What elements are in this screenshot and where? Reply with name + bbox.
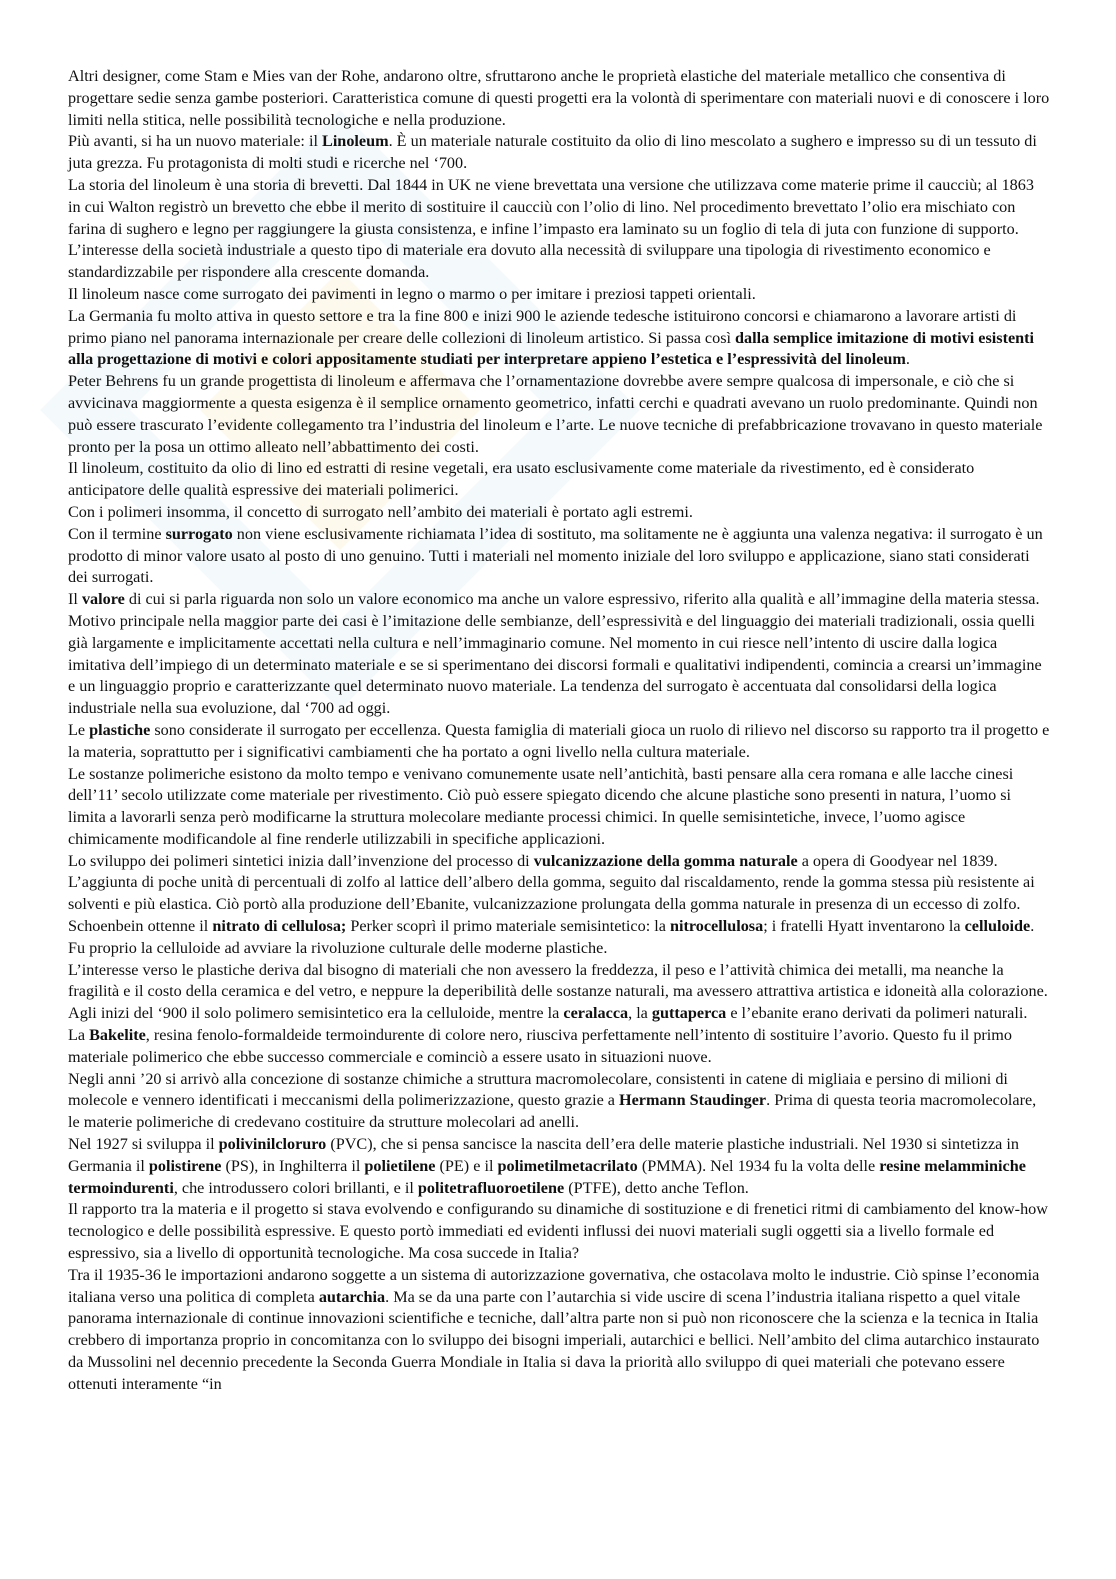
paragraph [68, 306, 1050, 371]
text-run: Il [68, 590, 82, 609]
paragraph [68, 1069, 1050, 1134]
text-run: La storia del linoleum è una storia di brevetti. Dal 1844 in UK ne viene brevettata una versione che utilizzava come materie prime il caucciù; al 1863 in cui Walton registrò un brevetto che ebbe il merito di sostituire il caucciù con l’olio di lino. Nel procedimento brevettato l’olio era mischiato con farina di sughero e legno per raggiungere la giusta consistenza, e infine l’impasto era laminato su un foglio di tela di juta con funzione di supporto. L’interesse della società industriale a questo tipo di materiale era dovuto alla necessità di sviluppare una tipologia di rivestimento economico e standardizzabile per rispondere alla crescente domanda. [68, 175, 1034, 282]
text-run: . Prima di questa teoria macromolecolare, le materie polimeriche di credevano costituire da strutture molecolari ad anelli. [68, 1091, 1037, 1132]
paragraph [68, 66, 1050, 131]
bold-term: dalla semplice imitazione di motivi esistenti alla progettazione di motivi e colori appositamente studiati per interpretare appieno l’estetica e l’espressività del linoleum [68, 328, 1035, 369]
text-run: non viene esclusivamente richiamata l’idea di sostituto, ma solitamente ne è aggiunta una valenza negativa: il surrogato è un prodotto di minor valore usato al posto di uno genuino. Tutti i materiali nel momento iniziale del loro sviluppo e applicazione, siano stati considerati dei surrogati. [68, 524, 1043, 587]
text-run: Altri designer, come Stam e Mies van der Rohe, andarono oltre, sfruttarono anche le proprietà elastiche del materiale metallico che consentiva di progettare sedie senza gambe posteriori. Caratteristica comune di questi progetti era la volontà di sperimentare con materiali nuovi e di conoscere i loro limiti nella stitica, nelle possibilità tecnologiche e nella produzione. [68, 67, 1050, 129]
bold-term: polimetilmetacrilato [497, 1156, 638, 1175]
paragraph [68, 284, 1050, 306]
text-run: . Ma se da una parte con l’autarchia si vide uscire di scena l’industria italiana rispetto a quel vitale panorama internazionale di continue innovazioni scientifiche e tecniche, dall’altra parte non si può non riconoscere che la scienza e la tecnica in Italia crebbero di importanza proprio in concomitanza con lo sviluppo dei bisogni imperiali, autarchici e bellici. Nell’ambito del clima autarchico instaurato da Mussolini nel decennio precedente la Seconda Guerra Mondiale in Italia si dava la priorità allo sviluppo di quei materiali che potevano essere ottenuti interamente “in [68, 1287, 1040, 1393]
text-run: (PTFE), detto anche Teflon. [564, 1178, 749, 1197]
bold-term: plastiche [89, 720, 151, 739]
bold-term: ceralacca [563, 1004, 629, 1023]
text-run: , che introdussero colori brillanti, e il [173, 1178, 418, 1197]
text-run: e l’ebanite erano derivati da polimeri naturali. [726, 1004, 1028, 1023]
text-run: ; i fratelli Hyatt inventarono la [763, 917, 965, 936]
paragraph [68, 1134, 1050, 1199]
bold-term: nitrocellulosa [669, 917, 764, 936]
text-run: Peter Behrens fu un grande progettista di linoleum e affermava che l’ornamentazione dovrebbe avere sempre qualcosa di impersonale, e ciò che si avvicinava maggiormente a questa esigenza è il semplice ornamento geometrico, infatti cerchi e quadrati avevano un ruolo predominante. Quindi non può essere trascurato l’evidente collegamento tra l’industria del linoleum e l’arte. Le nuove tecniche di prefabbricazione trovavano in questo materiale pronto per la posa un ottimo alleato nell’abbattimento dei costi. [68, 372, 1043, 456]
bold-term: valore [81, 590, 125, 609]
paragraph [68, 851, 1050, 960]
paragraph [68, 1265, 1050, 1396]
text-run: Le sostanze polimeriche esistono da molto tempo e venivano comunemente usate nell’antichità, basti pensare alla cera romana e alle lacche cinesi dell’11’ secolo utilizzate come materiale per rivestimento. Ciò può essere spiegato dicendo che alcune plastiche sono presenti in natura, l’uomo si limita a lavorarli senza però modificarne la struttura molecolare mediante processi chimici. In quelle semisintetiche, invece, l’uomo agisce chimicamente modificandole al fine renderle utilizzabili in specifiche applicazioni. [68, 764, 1014, 848]
text-run: Tra il 1935-36 le importazioni andarono soggette a un sistema di autorizzazione governativa, che ostacolava molto le industrie. Ciò spinse l’economia italiana verso una politica di completa [68, 1265, 1040, 1306]
bold-term: vulcanizzazione della gomma naturale [533, 851, 798, 870]
text-run: (PMMA). Nel 1934 fu la volta delle [637, 1156, 880, 1175]
text-run: (PVC), che si pensa sancisce la nascita dell’era delle materie plastiche industriali. Nel 1930 si sintetizza in Germania il [68, 1135, 1019, 1175]
text-run: La [68, 1026, 90, 1045]
text-run: Nel 1927 si sviluppa il [68, 1135, 219, 1154]
text-run: Più avanti, si ha un nuovo materiale: il [68, 132, 323, 151]
text-run: Con i polimeri insomma, il concetto di surrogato nell’ambito dei materiali è portato agli estremi. [68, 502, 693, 521]
text-run: Con il termine [68, 524, 166, 543]
bold-term: polivinilcloruro [218, 1135, 327, 1154]
text-run: L’interesse verso le plastiche deriva dal bisogno di materiali che non avessero la freddezza, il peso e l’attività chimica dei metalli, ma neanche la fragilità e il costo della ceramica e del vetro, e neppure la deperibilità delle sostanze naturali, ma avessero attrattiva artistica e idoneità alla colorazione. Agli inizi del ‘900 il solo polimero semisintetico era la celluloide, mentre la [68, 960, 1048, 1023]
text-run: . [905, 350, 910, 369]
text-run: Perker scoprì il primo materiale semisintetico: la [346, 917, 670, 936]
paragraph [68, 502, 1050, 524]
text-run: La Germania fu molto attiva in questo settore e tra la fine 800 e inizi 900 le aziende tedesche istituirono concorsi e chiamarono a lavorare artisti di primo piano nel panorama internazionale per creare delle collezioni di linoleum artistico. Si passa così [68, 306, 1017, 347]
bold-term: Hermann Staudinger [619, 1091, 767, 1110]
paragraph [68, 720, 1050, 764]
text-run: , resina fenolo-formaldeide termoindurente di colore nero, riusciva perfettamente nell’intento di sostituire l’avorio. Questo fu il primo materiale polimerico che ebbe successo commerciale e cominciò a essere usato in situazioni nuove. [68, 1026, 1012, 1066]
text-run: sono considerate il surrogato per eccellenza. Questa famiglia di materiali gioca un ruolo di rilievo nel discorso su rapporto tra il progetto e la materia, soprattutto per i significativi cambiamenti che ha portato a ogni livello nella cultura materiale. [68, 720, 1050, 761]
bold-term: polietilene [364, 1156, 436, 1175]
text-run: . Fu proprio la celluloide ad avviare la rivoluzione culturale delle moderne plastiche. [68, 917, 1035, 957]
bold-term: surrogato [165, 524, 233, 543]
paragraph [68, 458, 1050, 502]
document-body [68, 66, 1050, 1396]
paragraph [68, 589, 1050, 720]
bold-term: autarchia [318, 1287, 386, 1306]
text-run: , la [628, 1004, 652, 1023]
text-run: Le [68, 720, 90, 739]
paragraph [68, 175, 1050, 284]
bold-term: Linoleum [322, 132, 389, 151]
text-run: . È un materiale naturale costituito da olio di lino mescolato a sughero e impresso su di un tessuto di juta grezza. Fu protagonista di molti studi e ricerche nel ‘700. [68, 132, 1037, 173]
paragraph [68, 764, 1050, 851]
text-run: Il rapporto tra la materia e il progetto si stava evolvendo e configurando su dinamiche di sostituzione e di frenetici ritmi di cambiamento del know-how tecnologico e delle possibilità espressive. E questo portò immediati ed evidenti influssi dei nuovi materiali sugli oggetti sia a livello formale ed espressivo, sia a livello di opportunità tecnologiche. Ma cosa succede in Italia? [68, 1200, 1048, 1263]
paragraph [68, 1199, 1050, 1264]
bold-term: nitrato di cellulosa; [212, 917, 347, 936]
text-run: Il linoleum, costituito da olio di lino ed estratti di resine vegetali, era usato esclusivamente come materiale da rivestimento, ed è considerato anticipatore delle qualità espressive dei materiali polimerici. [68, 459, 975, 500]
bold-term: politetrafluoroetilene [417, 1178, 565, 1197]
text-run: (PE) e il [435, 1156, 498, 1175]
bold-term: polistirene [148, 1156, 222, 1175]
paragraph [68, 524, 1050, 589]
text-run: a opera di Goodyear nel 1839. L’aggiunta di poche unità di percentuali di zolfo al lattice dell’albero della gomma, seguito dal riscaldamento, rende la gomma stessa più resistente ai solventi e più elastica. Ciò portò alla produzione dell’Ebanite, vulcanizzazione prolungata della gomma naturale in presenza di un eccesso di zolfo. Schoenbein ottenne il [68, 851, 1035, 936]
text-run: Negli anni ’20 si arrivò alla concezione di sostanze chimiche a struttura macromolecolare, consistenti in catene di migliaia e persino di milioni di molecole e vennero identificati i meccanismi della polimerizzazione, questo grazie a [68, 1069, 1008, 1110]
text-run: (PS), in Inghilterra il [221, 1156, 365, 1175]
bold-term: resine melamminiche termoindurenti [68, 1156, 1026, 1197]
bold-term: guttaperca [651, 1004, 727, 1023]
text-run: di cui si parla riguarda non solo un valore economico ma anche un valore espressivo, riferito alla qualità e all’immagine della materia stessa. Motivo principale nella maggior parte dei casi è l’imitazione delle sembianze, dell’espressività e del linguaggio dei materiali tradizionali, ossia quelli già largamente e implicitamente accettati nella cultura e nell’immaginario comune. Nel momento in cui riesce nell’intento di uscire dalla logica imitativa dell’impiego di un determinato materiale e se si sperimentano dei discorsi formali e qualitativi indipendenti, comincia a crearsi un’immagine e un linguaggio proprio e caratterizzante quel determinato nuovo materiale. La tendenza del surrogato è accentuata dal consolidarsi della logica industriale nella sua evoluzione, dal ‘700 ad oggi. [68, 590, 1042, 718]
text-run: Lo sviluppo dei polimeri sintetici inizia dall’invenzione del processo di [68, 851, 534, 870]
text-run: Il linoleum nasce come surrogato dei pavimenti in legno o marmo o per imitare i preziosi tappeti orientali. [68, 284, 756, 303]
paragraph [68, 1025, 1050, 1069]
paragraph [68, 371, 1050, 458]
bold-term: Bakelite [89, 1026, 146, 1045]
bold-term: celluloide [964, 917, 1031, 936]
paragraph [68, 960, 1050, 1025]
paragraph [68, 131, 1050, 175]
